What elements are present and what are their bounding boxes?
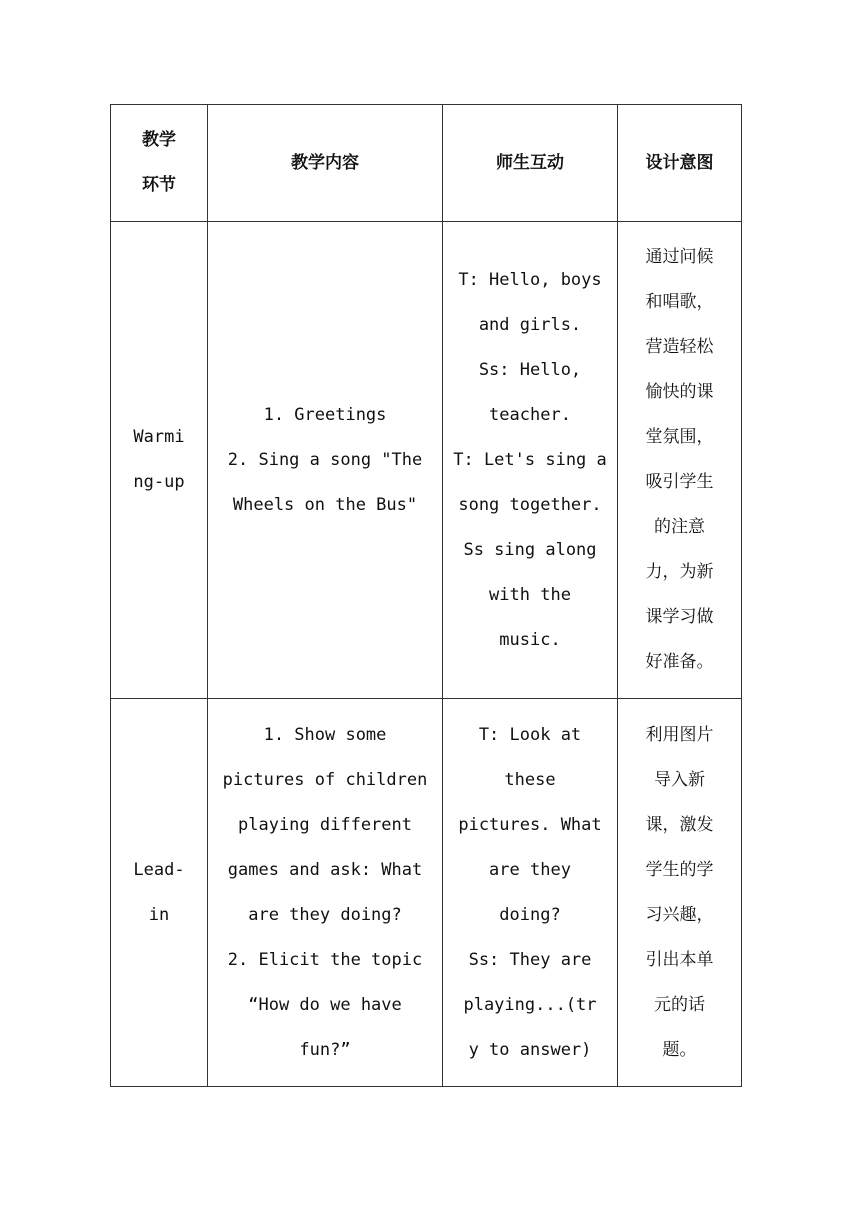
table-header-row: [111, 105, 742, 222]
header-interaction: 师生互动: [443, 105, 618, 222]
header-stage: 教学 环节: [111, 105, 208, 222]
cell-stage: Lead- in: [111, 699, 208, 1087]
table-row-warming-up: [111, 222, 742, 699]
lesson-plan-table: [110, 104, 742, 1087]
cell-content: 1. Greetings 2. Sing a song "The Wheels on the Bus": [208, 222, 443, 699]
header-intent: 设计意图: [618, 105, 742, 222]
cell-interaction: T: Look at these pictures. What are they doing? Ss: They are playing...(tr y to answer): [443, 699, 618, 1087]
cell-content: 1. Show some pictures of children playing different games and ask: What are they doing? 2. Elicit the topic “How do we have fun?”: [208, 699, 443, 1087]
cell-interaction: T: Hello, boys and girls. Ss: Hello, teacher. T: Let's sing a song together. Ss sing along with the music.: [443, 222, 618, 699]
header-content: 教学内容: [208, 105, 443, 222]
cell-stage: Warmi ng-up: [111, 222, 208, 699]
cell-intent: 利用图片 导入新 课，激发 学生的学 习兴趣， 引出本单 元的话 题。: [618, 699, 742, 1087]
table-row-lead-in: [111, 699, 742, 1087]
cell-intent: 通过问候 和唱歌， 营造轻松 愉快的课 堂氛围， 吸引学生 的注意 力，为新 课学习做 好准备。: [618, 222, 742, 699]
